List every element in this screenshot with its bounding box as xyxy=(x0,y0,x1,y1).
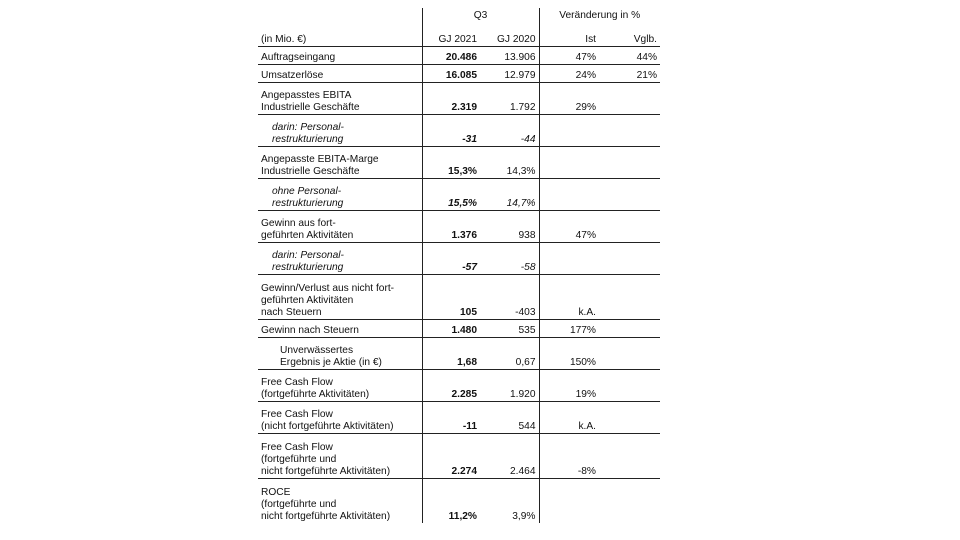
value-vglb xyxy=(599,179,660,211)
row-label-line: ohne Personal- xyxy=(272,186,342,197)
value-gj2021: 2.285 xyxy=(422,370,480,402)
value-gj2020: 12.979 xyxy=(480,65,539,83)
row-label-line: darin: Personal- xyxy=(272,122,344,133)
value-gj2020: -58 xyxy=(480,243,539,275)
value-ist: k.A. xyxy=(539,275,599,320)
row-label-line: Gewinn/Verlust aus nicht fort- xyxy=(261,283,395,294)
value-gj2020: 13.906 xyxy=(480,47,539,65)
row-label xyxy=(258,434,422,479)
value-gj2020: 3,9% xyxy=(480,479,539,524)
header-gj2020: GJ 2020 xyxy=(496,34,536,45)
row-label xyxy=(258,320,422,338)
value-vglb xyxy=(599,338,660,370)
value-vglb xyxy=(599,402,660,434)
financial-table-container xyxy=(258,8,660,534)
header-gj2021: GJ 2021 xyxy=(422,32,480,47)
value-gj2020: 14,7% xyxy=(480,179,539,211)
row-label xyxy=(258,47,422,65)
value-ist xyxy=(539,243,599,275)
value-ist xyxy=(539,115,599,147)
value-vglb xyxy=(599,479,660,524)
header-veraenderung: Veränderung in % xyxy=(539,8,660,32)
value-vglb: 21% xyxy=(599,65,660,83)
row-label-line: ROCE xyxy=(261,487,291,498)
table-row xyxy=(258,370,660,402)
value-ist: 19% xyxy=(539,370,599,402)
value-gj2021: 1,68 xyxy=(422,338,480,370)
row-label-line: Angepasstes EBITA xyxy=(261,90,352,101)
row-label-line: Auftragseingang xyxy=(261,52,336,63)
value-vglb xyxy=(599,115,660,147)
table-row xyxy=(258,243,660,275)
value-gj2020: -44 xyxy=(480,115,539,147)
row-label-line: Angepasste EBITA-Marge xyxy=(261,154,379,165)
row-label xyxy=(258,147,422,179)
row-label xyxy=(258,243,422,275)
header-q3: Q3 xyxy=(422,8,539,32)
row-label-line: Unverwässertes xyxy=(280,345,354,356)
value-gj2020: 14,3% xyxy=(480,147,539,179)
table-row xyxy=(258,179,660,211)
value-gj2021: 1.376 xyxy=(422,211,480,243)
value-gj2021: 20.486 xyxy=(422,47,480,65)
value-vglb xyxy=(599,147,660,179)
row-label-line: Free Cash Flow xyxy=(261,409,333,420)
value-ist: 150% xyxy=(539,338,599,370)
header-row-sub xyxy=(258,32,660,47)
row-label-line: nicht fortgeführte Aktivitäten) xyxy=(261,466,391,477)
row-label xyxy=(258,370,422,402)
header-vglb: Vglb. xyxy=(633,34,657,45)
value-vglb xyxy=(599,211,660,243)
value-vglb xyxy=(599,275,660,320)
value-ist: 24% xyxy=(539,65,599,83)
value-gj2020: 0,67 xyxy=(480,338,539,370)
value-gj2020: 2.464 xyxy=(480,434,539,479)
row-label xyxy=(258,402,422,434)
row-label-line: geführten Aktivitäten xyxy=(261,230,354,241)
row-label-line: Ergebnis je Aktie (in €) xyxy=(280,357,382,368)
value-gj2021: -31 xyxy=(422,115,480,147)
table-row xyxy=(258,83,660,115)
value-vglb xyxy=(599,243,660,275)
row-label xyxy=(258,479,422,524)
value-gj2020: 535 xyxy=(480,320,539,338)
header-unit: (in Mio. €) xyxy=(261,34,307,45)
row-label xyxy=(258,83,422,115)
row-label-line: Free Cash Flow xyxy=(261,377,333,388)
row-label-line: Umsatzerlöse xyxy=(261,70,324,81)
value-gj2021: 11,2% xyxy=(422,479,480,524)
row-label-line: Industrielle Geschäfte xyxy=(261,166,360,177)
row-label xyxy=(258,275,422,320)
value-gj2020: 544 xyxy=(480,402,539,434)
value-ist: -8% xyxy=(539,434,599,479)
value-gj2021: -57 xyxy=(422,243,480,275)
row-label-line: Gewinn aus fort- xyxy=(261,218,336,229)
value-gj2021: 15,5% xyxy=(422,179,480,211)
value-ist: 47% xyxy=(539,47,599,65)
value-gj2021: 15,3% xyxy=(422,147,480,179)
table-row xyxy=(258,275,660,320)
value-gj2021: -11 xyxy=(422,402,480,434)
value-gj2020: 938 xyxy=(480,211,539,243)
header-row-top xyxy=(258,8,660,32)
table-row xyxy=(258,434,660,479)
table-row xyxy=(258,211,660,243)
row-label-line: Gewinn nach Steuern xyxy=(261,325,359,336)
row-label xyxy=(258,338,422,370)
row-label-line: darin: Personal- xyxy=(272,250,344,261)
row-label xyxy=(258,179,422,211)
row-label-line: Free Cash Flow xyxy=(261,442,333,453)
row-label-line: (fortgeführte und xyxy=(261,499,337,510)
row-label-line: (fortgeführte und xyxy=(261,454,337,465)
row-label xyxy=(258,211,422,243)
value-vglb xyxy=(599,83,660,115)
row-label-line: geführten Aktivitäten xyxy=(261,295,354,306)
table-row xyxy=(258,320,660,338)
value-vglb xyxy=(599,434,660,479)
row-label-line: restrukturierung xyxy=(272,134,344,145)
row-label-line: (fortgeführte Aktivitäten) xyxy=(261,389,370,400)
value-vglb xyxy=(599,370,660,402)
row-label-line: restrukturierung xyxy=(272,198,344,209)
row-label-line: Industrielle Geschäfte xyxy=(261,102,360,113)
value-ist xyxy=(539,179,599,211)
row-label xyxy=(258,65,422,83)
header-ist: Ist xyxy=(539,32,599,47)
value-ist xyxy=(539,147,599,179)
value-gj2021: 1.480 xyxy=(422,320,480,338)
value-gj2021: 16.085 xyxy=(422,65,480,83)
value-gj2021: 2.319 xyxy=(422,83,480,115)
table-row xyxy=(258,338,660,370)
row-label-line: nicht fortgeführte Aktivitäten) xyxy=(261,511,391,522)
header-empty xyxy=(258,8,422,32)
table-row xyxy=(258,65,660,83)
value-gj2020: 1.920 xyxy=(480,370,539,402)
row-label-line: nach Steuern xyxy=(261,307,322,318)
table-row xyxy=(258,47,660,65)
table-row xyxy=(258,479,660,524)
row-label-line: restrukturierung xyxy=(272,262,344,273)
value-ist: 47% xyxy=(539,211,599,243)
table-row xyxy=(258,147,660,179)
table-row xyxy=(258,402,660,434)
value-gj2020: 1.792 xyxy=(480,83,539,115)
value-ist: k.A. xyxy=(539,402,599,434)
value-ist: 29% xyxy=(539,83,599,115)
financial-results-table xyxy=(258,8,660,523)
value-vglb: 44% xyxy=(599,47,660,65)
value-gj2021: 105 xyxy=(422,275,480,320)
row-label-line: (nicht fortgeführte Aktivitäten) xyxy=(261,421,394,432)
value-vglb xyxy=(599,320,660,338)
value-gj2021: 2.274 xyxy=(422,434,480,479)
value-ist: 177% xyxy=(539,320,599,338)
value-ist xyxy=(539,479,599,524)
row-label xyxy=(258,115,422,147)
value-gj2020: -403 xyxy=(480,275,539,320)
table-row xyxy=(258,115,660,147)
